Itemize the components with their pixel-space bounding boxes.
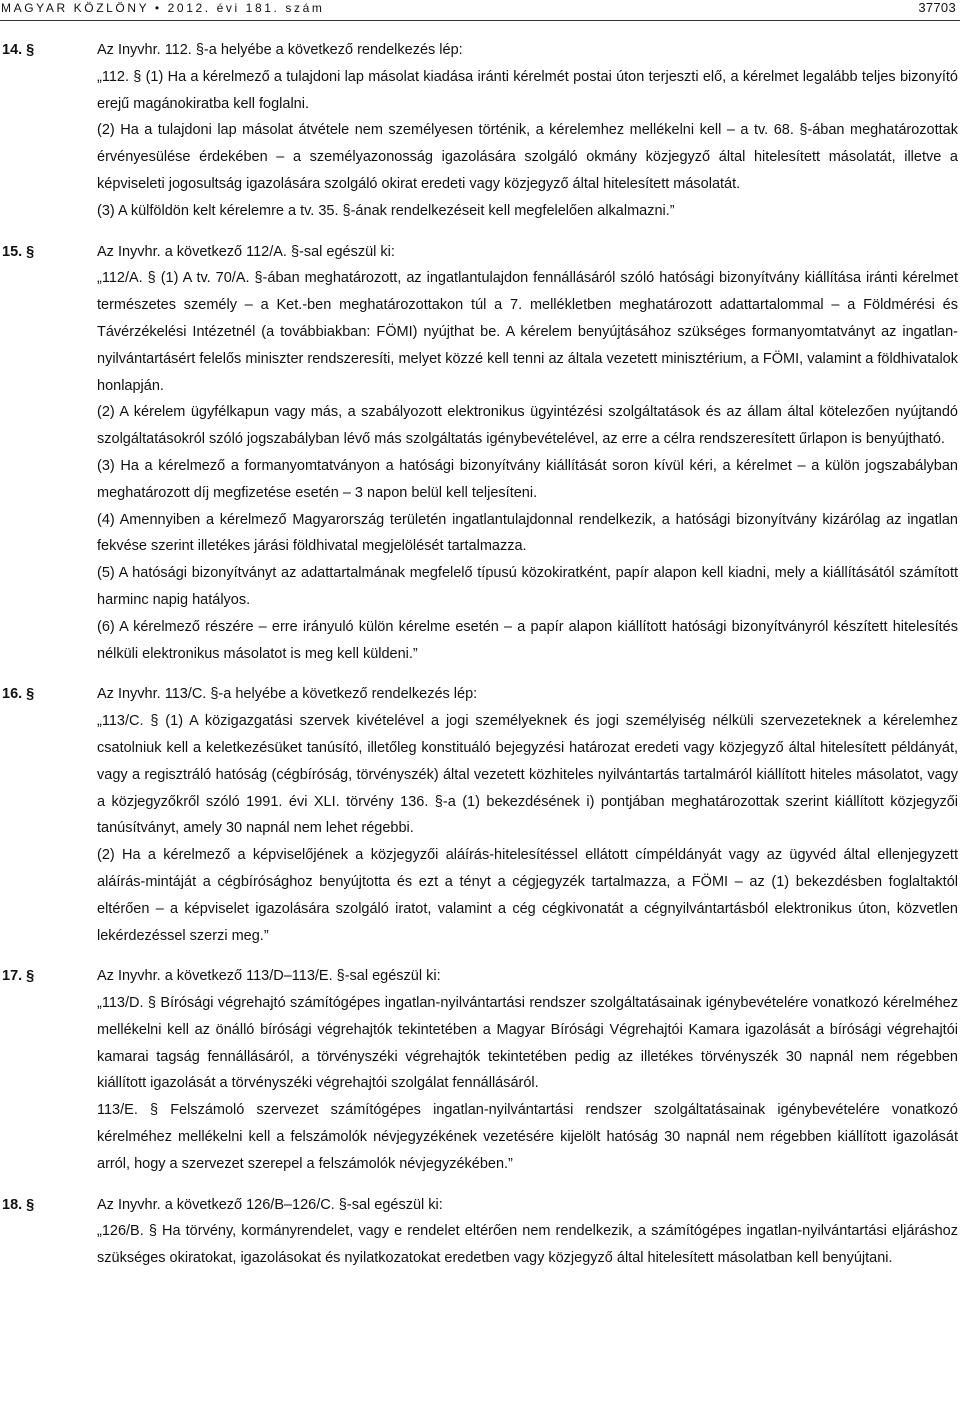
section-16: [0, 681, 960, 949]
paragraph: (2) Ha a tulajdoni lap másolat átvétele nem személyesen történik, a kérelemhez mellékelni kell – a tv. 68. §-ában meghatározottak érvényesülése érdekében – a személyazonosság igazolására szolgáló okmány közjegyző által hitelesített másolatát, illetve a képviseleti jogosultság igazolására szolgáló okirat eredeti vagy közjegyző által hitelesített másolatát.: [97, 122, 958, 192]
section-gap: [0, 1178, 960, 1192]
journal-title: MAGYAR KÖZLÖNY • 2012. évi 181. szám: [1, 1, 325, 15]
paragraph: 113/E. § Felszámoló szervezet számítógépes ingatlan-nyilvántartási rendszer szolgáltatásainak igénybevételére vonatkozó kérelméhez mellékelni kell a felszámolók névjegyzékének vezetésére kijelölt hatóság 30 napnál nem régebben kiállított igazolását arról, hogy a szervezet szerepel a felszámolók névjegyzékében.”: [97, 1102, 958, 1172]
section-14: [0, 37, 960, 225]
paragraph: „113/C. § (1) A közigazgatási szervek kivételével a jogi személyeknek és jogi személyiség nélküli szervezeteknek a kérelemhez csatolniuk kell a keletkezésüket tanúsító, illetőleg konstituáló bejegyzési határozat eredeti vagy közjegyző által hitelesített példányát, vagy a regisztráló hatóság (cégbíróság, törvényszék) által vezetett közhiteles nyilvántartás tartalmáról kiállított hiteles másolatot, vagy a közjegyzőkről szóló 1991. évi XLI. törvény 136. §-a (1) bekezdésének i) pontjában meghatározottak szerint kiállított közjegyzői tanúsítványt, amely 30 napnál nem lehet régebbi.: [97, 713, 958, 837]
paragraph: „113/D. § Bírósági végrehajtó számítógépes ingatlan-nyilvántartási rendszer szolgáltatásainak igénybevételére vonatkozó kérelméhez mellékelni kell az önálló bírósági végrehajtók tekintetében a Magyar Bírósági Végrehajtói Kamara igazolását a bírósági végrehajtói kamarai tagság fennállásáról, a törvényszéki végrehajtók tekintetében pedig az illetékes törvényszék 30 napnál nem régebben kiállított igazolását a törvényszéki végrehajtói szolgálat fennállásáról.: [97, 995, 958, 1092]
section-number: 14. §: [2, 42, 35, 58]
section-intro: Az Inyvhr. 112. §-a helyébe a következő rendelkezés lép:: [97, 42, 463, 58]
section-18: [0, 1192, 960, 1272]
paragraph: (3) A külföldön kelt kérelemre a tv. 35. §-ának rendelkezéseit kell megfelelően alkalmazni.”: [97, 202, 675, 219]
section-gap: [0, 225, 960, 239]
section-number: 18. §: [2, 1196, 35, 1213]
header-divider: [0, 20, 960, 21]
section-intro: Az Inyvhr. a következő 113/D–113/E. §-sal egészül ki:: [97, 968, 441, 985]
page-number: 37703: [918, 0, 956, 15]
section-17: [0, 963, 960, 1177]
paragraph: „112/A. § (1) A tv. 70/A. §-ában meghatározott, az ingatlantulajdon fennállásáról szóló hatósági bizonyítvány kiállítása iránti kérelmet természetes személy – a Ket.-ben meghatározottakon túl a 7. mellékletben meghatározott adattartalommal – a Földmérési és Távérzékelési Intézetnél (a továbbiakban: FÖMI) nyújthat be. A kérelem benyújtásához szükséges formanyomtatványt az ingatlan-nyilvántartásért felelős miniszter rendszeresíti, melyet közzé kell tenni az általa vezetett minisztérium, a FÖMI, valamint a földhivatalok honlapján.: [97, 270, 958, 394]
paragraph: (4) Amennyiben a kérelmező Magyarország területén ingatlantulajdonnal rendelkezik, a hatósági bizonyítvány kizárólag az ingatlan fekvése szerint illetékes járási földhivatal megjelölését tartalmazza.: [97, 511, 958, 555]
paragraph: (6) A kérelmező részére – erre irányuló külön kérelme esetén – a papír alapon kiállított hatósági bizonyítványról készített hitelesítés nélküli elektronikus másolatot is meg kell küldeni.”: [97, 618, 958, 662]
paragraph: (2) A kérelem ügyfélkapun vagy más, a szabályozott elektronikus ügyintézési szolgáltatások és az állam által kötelezően nyújtandó szolgáltatásokról szóló jogszabályban lévő más szolgáltatás igénybevételével, az erre a célra rendszeresített űrlapon is benyújtható.: [97, 404, 958, 448]
section-intro: Az Inyvhr. a következő 112/A. §-sal egészül ki:: [97, 243, 395, 260]
section-gap: [0, 667, 960, 681]
paragraph: „126/B. § Ha törvény, kormányrendelet, vagy e rendelet eltérően nem rendelkezik, a számítógépes ingatlan-nyilvántartási eljáráshoz szükséges okiratokat, igazolásokat és nyilatkozatokat eredetben vagy közjegyző által hitelesített másolatban kell benyújtani.: [97, 1223, 958, 1267]
section-gap: [0, 949, 960, 963]
paragraph: (3) Ha a kérelmező a formanyomtatványon a hatósági bizonyítvány kiállítását soron kívül kéri, a kérelmet – a külön jogszabályban meghatározott díj megfizetése esetén – 3 napon belül kell teljesíteni.: [97, 457, 958, 501]
section-15: [0, 239, 960, 668]
page-header: [0, 0, 960, 28]
section-intro: Az Inyvhr. 113/C. §-a helyébe a következő rendelkezés lép:: [97, 686, 478, 703]
paragraph: „112. § (1) Ha a kérelmező a tulajdoni lap másolat kiadása iránti kérelmét postai úton terjeszti elő, a kérelmet legalább teljes bizonyító erejű magánokiratba kell foglalni.: [97, 68, 958, 112]
paragraph: (2) Ha a kérelmező a képviselőjének a közjegyzői aláírás-hitelesítéssel ellátott címpéldányát vagy az ügyvéd által ellenjegyzett aláírás-mintáját a cégbírósághoz benyújtotta és ezt a tényt a cégjegyzék tartalmazza, a FÖMI – az (1) bekezdésben foglaltaktól eltérően – a képviselet igazolására szolgáló iratot, valamint a cég cégkivonatát a cégnyilvántartásból elektronikus úton, közvetlen lekérdezéssel szerzi meg.”: [97, 847, 958, 944]
section-intro: Az Inyvhr. a következő 126/B–126/C. §-sal egészül ki:: [97, 1196, 443, 1213]
paragraph: (5) A hatósági bizonyítványt az adattartalmának megfelelő típusú közokiratként, papír alapon kell kiadni, mely a kiállításától számított harminc napig hatályos.: [97, 565, 958, 608]
document-body: [0, 37, 960, 1272]
section-number: 15. §: [2, 243, 35, 260]
section-number: 16. §: [2, 686, 35, 703]
section-number: 17. §: [2, 968, 35, 985]
